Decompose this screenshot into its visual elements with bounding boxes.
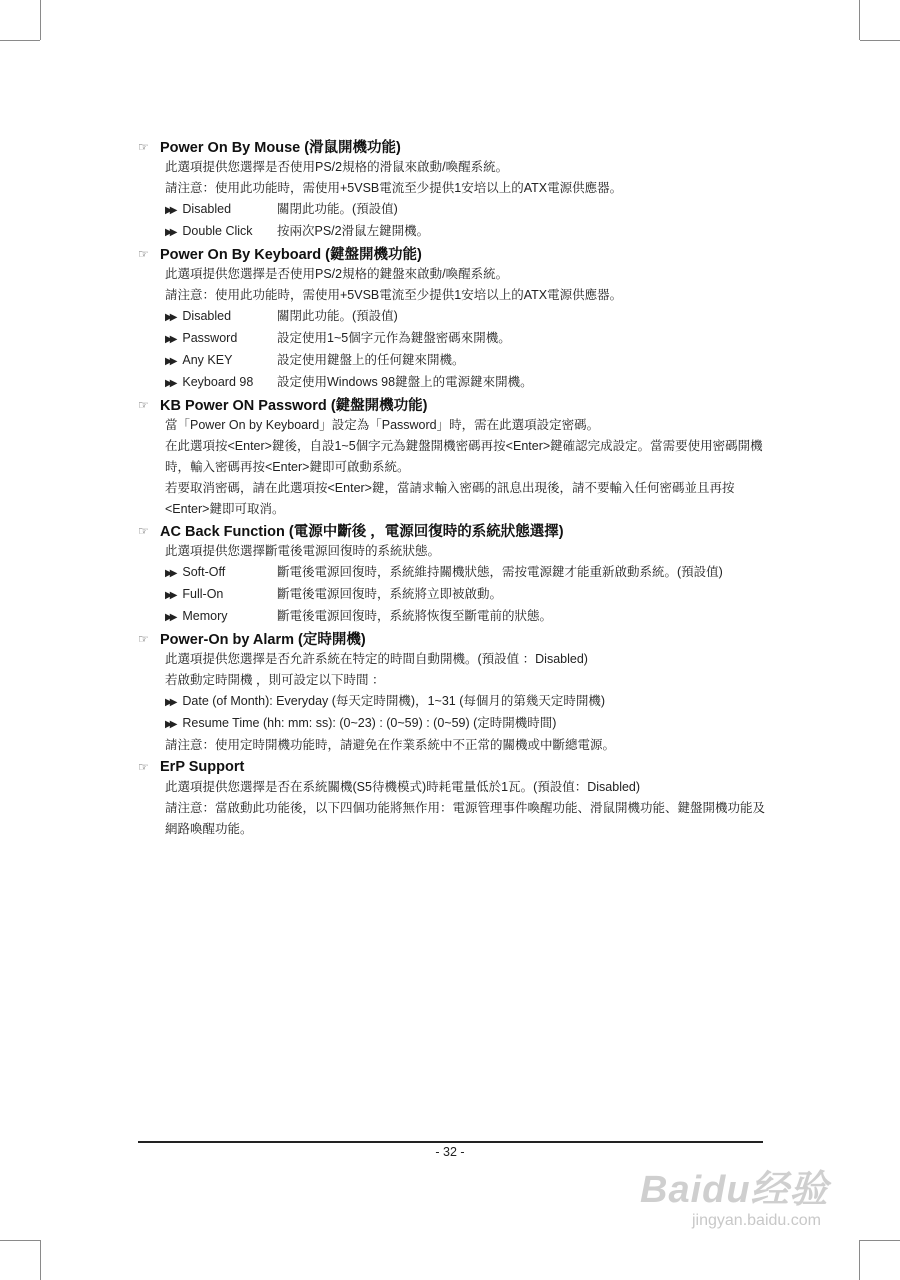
section-heading bbox=[138, 243, 768, 264]
pointing-hand-icon: ☞ bbox=[138, 397, 149, 412]
heading-text: ErP Support bbox=[160, 758, 245, 775]
option-item bbox=[165, 584, 768, 606]
option-item bbox=[165, 328, 768, 350]
section-power-on-by-mouse bbox=[138, 136, 768, 243]
option-item bbox=[165, 350, 768, 372]
watermark-logo: Baidu经验 bbox=[640, 1169, 829, 1211]
paragraph: 請注意：當啟動此功能後，以下四個功能將無作用：電源管理事件喚醒功能、滑鼠開機功能、鍵盤開機功能及網路喚醒功能。 bbox=[165, 801, 766, 836]
pointing-hand-icon: ☞ bbox=[138, 759, 149, 774]
option-name: Any KEY bbox=[182, 353, 233, 367]
option-name: Disabled bbox=[182, 202, 232, 216]
option-desc: 設定使用鍵盤上的任何鍵來開機。 bbox=[277, 353, 465, 367]
section-power-on-by-keyboard bbox=[138, 243, 768, 394]
option-item bbox=[165, 306, 768, 328]
crop-mark bbox=[860, 40, 900, 41]
option-desc: 關閉此功能。(預設值) bbox=[277, 202, 398, 216]
double-arrow-icon: ▶▶ bbox=[165, 205, 175, 216]
option-item bbox=[165, 372, 768, 394]
paragraph: 在此選項按<Enter>鍵後，自設1~5個字元為鍵盤開機密碼再按<Enter>鍵確認完成設定。當需要使用密碼開機時，輸入密碼再按<Enter>鍵即可啟動系統。 bbox=[165, 439, 763, 474]
paragraph: 此選項提供您選擇是否使用PS/2規格的滑鼠來啟動/喚醒系統。 bbox=[165, 160, 509, 174]
heading-text: Power On By Mouse (滑鼠開機功能) bbox=[160, 140, 401, 156]
double-arrow-icon: ▶▶ bbox=[165, 590, 175, 601]
double-arrow-icon: ▶▶ bbox=[165, 719, 175, 730]
paragraph: 此選項提供您選擇是否在系統關機(S5待機模式)時耗電量低於1瓦。(預設值：Disabled) bbox=[165, 780, 641, 794]
crop-mark bbox=[40, 1240, 41, 1280]
section-heading bbox=[138, 628, 768, 649]
paragraph: 此選項提供您選擇是否使用PS/2規格的鍵盤來啟動/喚醒系統。 bbox=[165, 267, 509, 281]
heading-text: KB Power ON Password (鍵盤開機功能) bbox=[160, 398, 428, 414]
option-name: Resume Time (hh: mm: ss): (0~23) : (0~59) : (0~59) (定時開機時間) bbox=[182, 716, 557, 730]
crop-mark bbox=[860, 1240, 900, 1241]
option-desc: 按兩次PS/2滑鼠左鍵開機。 bbox=[277, 224, 430, 238]
option-name: Memory bbox=[182, 609, 228, 623]
paragraph: 若啟動定時開機 ，則可設定以下時間 ： bbox=[165, 673, 385, 687]
section-kb-power-on-password bbox=[138, 394, 768, 520]
document-body bbox=[138, 136, 768, 840]
option-name: Full-On bbox=[182, 587, 224, 601]
double-arrow-icon: ▶▶ bbox=[165, 356, 175, 367]
option-name: Keyboard 98 bbox=[182, 375, 254, 389]
option-item bbox=[165, 713, 768, 735]
option-item bbox=[165, 221, 768, 243]
watermark-url: jingyan.baidu.com bbox=[692, 1212, 821, 1229]
option-name: Password bbox=[182, 331, 238, 345]
option-desc: 設定使用1~5個字元作為鍵盤密碼來開機。 bbox=[277, 331, 511, 345]
option-item bbox=[165, 562, 768, 584]
section-erp-support bbox=[138, 756, 768, 840]
section-ac-back-function bbox=[138, 520, 768, 628]
double-arrow-icon: ▶▶ bbox=[165, 227, 175, 238]
double-arrow-icon: ▶▶ bbox=[165, 378, 175, 389]
double-arrow-icon: ▶▶ bbox=[165, 568, 175, 579]
double-arrow-icon: ▶▶ bbox=[165, 612, 175, 623]
paragraph: 此選項提供您選擇是否允許系統在特定的時間自動開機。(預設值 ：Disabled) bbox=[165, 652, 588, 666]
paragraph: 請注意：使用此功能時，需使用+5VSB電流至少提供1安培以上的ATX電源供應器。 bbox=[165, 288, 623, 302]
option-desc: 設定使用Windows 98鍵盤上的電源鍵來開機。 bbox=[277, 375, 533, 389]
baidu-watermark bbox=[640, 1150, 855, 1270]
pointing-hand-icon: ☞ bbox=[138, 523, 149, 538]
crop-mark bbox=[859, 0, 860, 40]
pointing-hand-icon: ☞ bbox=[138, 631, 149, 646]
option-name: Date (of Month): Everyday (每天定時開機)，1~31 (每個月的第幾天定時開機) bbox=[182, 694, 606, 708]
section-heading bbox=[138, 136, 768, 157]
double-arrow-icon: ▶▶ bbox=[165, 312, 175, 323]
section-power-on-by-alarm bbox=[138, 628, 768, 756]
option-desc: 斷電後電源回復時，系統將立即被啟動。 bbox=[277, 587, 503, 601]
option-name: Soft-Off bbox=[182, 565, 226, 579]
paragraph: 請注意：使用此功能時，需使用+5VSB電流至少提供1安培以上的ATX電源供應器。 bbox=[165, 181, 623, 195]
heading-text: Power On By Keyboard (鍵盤開機功能) bbox=[160, 247, 422, 263]
section-heading bbox=[138, 756, 768, 777]
option-name: Double Click bbox=[182, 224, 253, 238]
heading-text: Power-On by Alarm (定時開機) bbox=[160, 632, 366, 648]
double-arrow-icon: ▶▶ bbox=[165, 334, 175, 345]
crop-mark bbox=[859, 1240, 860, 1280]
option-item bbox=[165, 199, 768, 221]
paragraph: 此選項提供您選擇斷電後電源回復時的系統狀態。 bbox=[165, 544, 441, 558]
paragraph: 當「Power On by Keyboard」設定為「Password」時，需在此選項設定密碼。 bbox=[165, 418, 600, 432]
section-heading bbox=[138, 394, 768, 415]
option-desc: 斷電後電源回復時，系統將恢復至斷電前的狀態。 bbox=[277, 609, 553, 623]
option-name: Disabled bbox=[182, 309, 232, 323]
crop-mark bbox=[0, 1240, 40, 1241]
heading-text: AC Back Function (電源中斷後 ，電源回復時的系統狀態選擇) bbox=[160, 524, 564, 540]
crop-mark bbox=[0, 40, 40, 41]
pointing-hand-icon: ☞ bbox=[138, 246, 149, 261]
paragraph: 若要取消密碼，請在此選項按<Enter>鍵，當請求輸入密碼的訊息出現後，請不要輸入任何密碼並且再按<Enter>鍵即可取消。 bbox=[165, 481, 735, 516]
option-desc: 關閉此功能。(預設值) bbox=[277, 309, 398, 323]
footer-rule bbox=[138, 1141, 763, 1143]
paragraph: 請注意：使用定時開機功能時，請避免在作業系統中不正常的關機或中斷總電源。 bbox=[165, 738, 616, 752]
option-item bbox=[165, 691, 768, 713]
section-heading bbox=[138, 520, 768, 541]
double-arrow-icon: ▶▶ bbox=[165, 697, 175, 708]
option-item bbox=[165, 606, 768, 628]
page-number: - 32 - bbox=[435, 1145, 465, 1159]
pointing-hand-icon: ☞ bbox=[138, 139, 149, 154]
crop-mark bbox=[40, 0, 41, 40]
option-desc: 斷電後電源回復時，系統維持關機狀態，需按電源鍵才能重新啟動系統。(預設值) bbox=[277, 565, 723, 579]
